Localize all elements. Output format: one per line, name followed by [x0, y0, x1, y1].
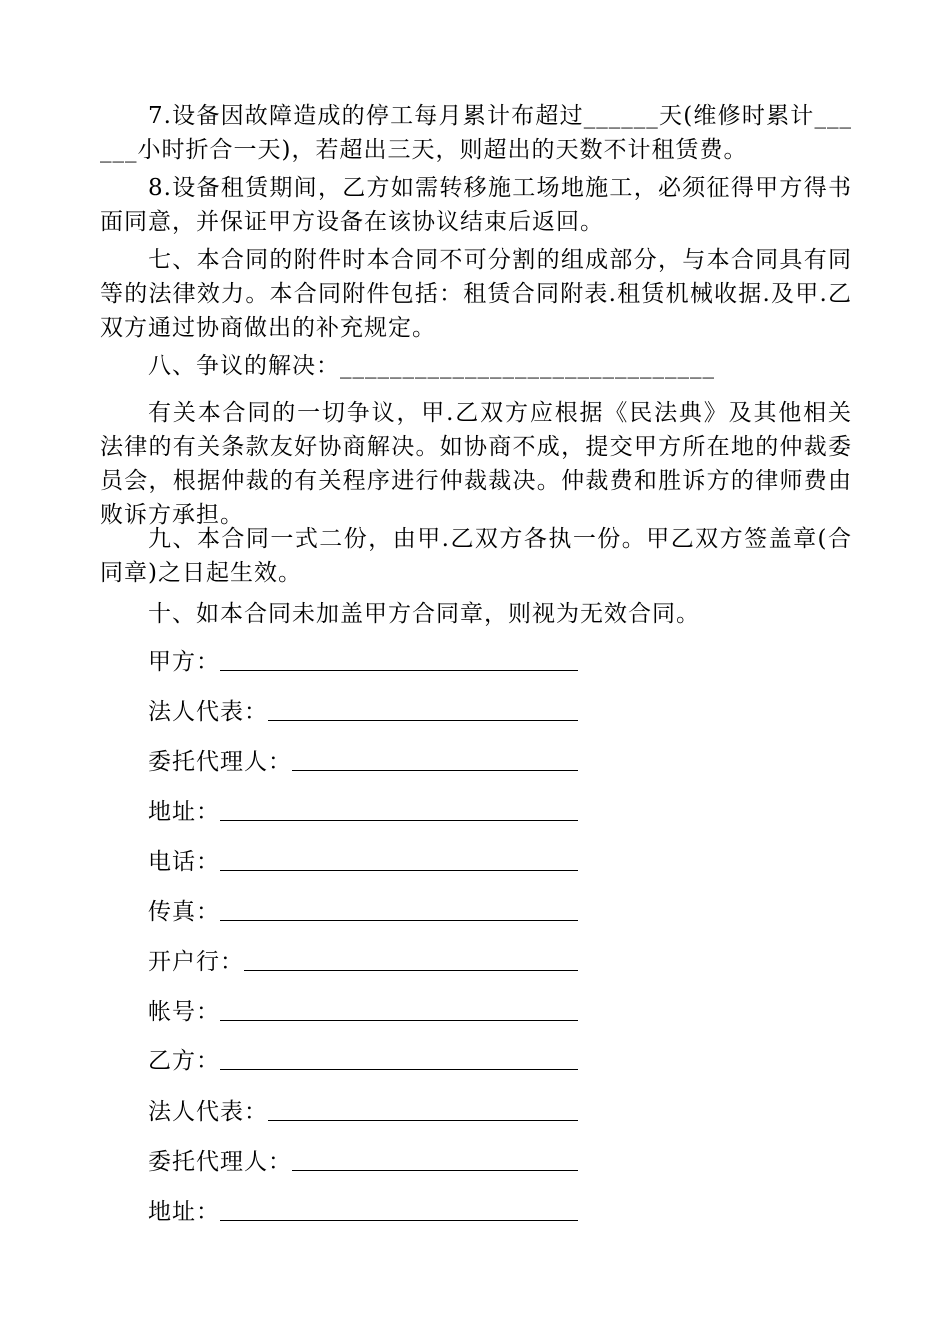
party-a-phone-field	[148, 846, 578, 878]
party-a-field	[148, 646, 578, 678]
clause-8-site-transfer: 8.设备租赁期间，乙方如需转移施工场地施工，必须征得甲方得书面同意，并保证甲方设备在该协议结束后返回。	[100, 175, 852, 235]
field-label: 法人代表：	[148, 699, 268, 725]
section-7-attachments: 七、本合同的附件时本合同不可分割的组成部分，与本合同具有同等的法律效力。本合同附件包括：租赁合同附表.租赁机械收据.及甲.乙双方通过协商做出的补充规定。	[100, 247, 852, 341]
signature-blank	[220, 919, 578, 921]
signature-blank	[268, 719, 578, 721]
signature-blank	[220, 1019, 578, 1021]
field-label: 甲方：	[148, 649, 220, 675]
party-a-bank-field	[148, 946, 578, 978]
signature-blank	[268, 1119, 578, 1121]
signature-blank	[220, 869, 578, 871]
party-a-account-field	[148, 996, 578, 1028]
section-10-invalid-contract: 十、如本合同未加盖甲方合同章，则视为无效合同。	[148, 601, 700, 627]
party-b-legal-rep-field	[148, 1096, 578, 1128]
field-label: 法人代表：	[148, 1099, 268, 1125]
field-label: 开户行：	[148, 949, 244, 975]
party-a-address-field	[148, 796, 578, 828]
field-label: 委托代理人：	[148, 1149, 292, 1175]
party-a-fax-field	[148, 896, 578, 928]
signature-blank	[220, 1219, 578, 1221]
party-b-agent-field	[148, 1146, 578, 1178]
dispute-resolution-text: 有关本合同的一切争议，甲.乙双方应根据《民法典》及其他相关法律的有关条款友好协商解决。如协商不成，提交甲方所在地的仲裁委员会，根据仲裁的有关程序进行仲裁裁决。仲裁费和胜诉方的律师费由败诉方承担。	[100, 400, 852, 528]
signature-blank	[220, 1068, 578, 1070]
party-b-address-field	[148, 1196, 578, 1228]
field-label: 委托代理人：	[148, 749, 292, 775]
party-a-legal-rep-field	[148, 696, 578, 728]
signature-blank	[292, 1169, 578, 1171]
signature-blank	[220, 819, 578, 821]
signature-blank	[244, 969, 578, 971]
section-8-dispute-heading: 八、争议的解决：______________________________	[148, 353, 715, 379]
signature-blank	[292, 769, 578, 771]
signature-blank	[220, 669, 578, 671]
field-label: 地址：	[148, 1199, 220, 1225]
party-a-agent-field	[148, 746, 578, 778]
field-label: 传真：	[148, 899, 220, 925]
clause-7-downtime: 7.设备因故障造成的停工每月累计布超过______天(维修时累计______小时折合一天)，若超出三天，则超出的天数不计租赁费。	[100, 103, 852, 163]
section-9-copies: 九、本合同一式二份，由甲.乙双方各执一份。甲乙双方签盖章(合同章)之日起生效。	[100, 526, 852, 586]
field-label: 乙方：	[148, 1048, 220, 1074]
field-label: 地址：	[148, 799, 220, 825]
field-label: 电话：	[148, 849, 220, 875]
party-b-field	[148, 1045, 578, 1077]
field-label: 帐号：	[148, 999, 220, 1025]
